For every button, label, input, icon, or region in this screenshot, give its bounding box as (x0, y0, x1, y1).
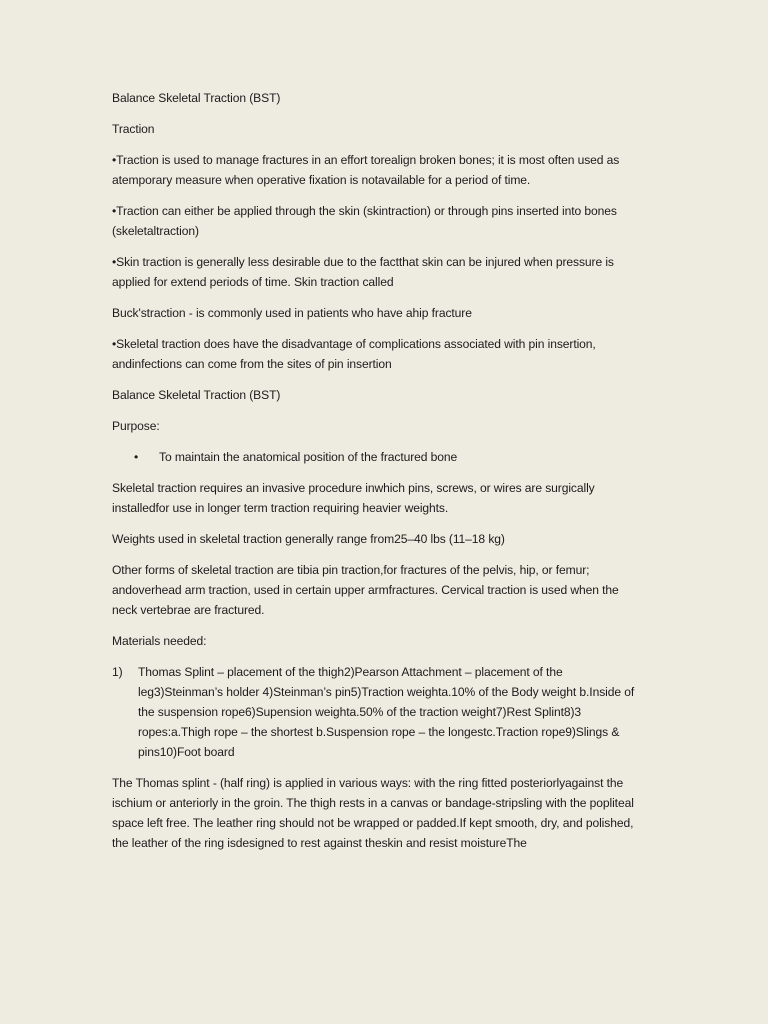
section-heading-purpose (112, 416, 672, 436)
text-line: Buck'straction - is commonly used in patients who have ahip fracture (112, 306, 472, 320)
document-page (112, 88, 672, 864)
text-line: neck vertebrae are fractured. (112, 603, 265, 617)
paragraph-skeletal-traction-disadvantage (112, 334, 672, 374)
paragraph-other-forms (112, 560, 672, 620)
text-line: andinfections can come from the sites of pin insertion (112, 357, 392, 371)
paragraph-bucks-traction (112, 303, 672, 323)
text-line: Skeletal traction requires an invasive procedure inwhich pins, screws, or wires are surgically (112, 481, 595, 495)
text-line: atemporary measure when operative fixation is notavailable for a period of time. (112, 173, 531, 187)
text-line: ischium or anteriorly in the groin. The thigh rests in a canvas or bandage-stripsling with the popliteal (112, 796, 634, 810)
text-line: •Skeletal traction does have the disadvantage of complications associated with pin insertion, (112, 337, 596, 351)
section-heading-materials (112, 631, 672, 651)
paragraph-traction-purpose (112, 150, 672, 190)
purpose-bullet-item (112, 447, 672, 467)
text-line: the suspension rope6)Supension weighta.50% of the traction weight7)Rest Splint8)3 (138, 705, 582, 719)
bullet-text: To maintain the anatomical position of the fractured bone (159, 450, 458, 464)
text-line: The Thomas splint - (half ring) is applied in various ways: with the ring fitted posteriorlyagainst the (112, 776, 624, 790)
paragraph-weights (112, 529, 672, 549)
text-line: space left free. The leather ring should not be wrapped or padded.If kept smooth, dry, and polished, (112, 816, 634, 830)
bullet-icon: • (134, 450, 139, 464)
text-line: the leather of the ring isdesigned to rest against theskin and resist moistureThe (112, 836, 527, 850)
paragraph-skin-traction (112, 252, 672, 292)
text-line: pins10)Foot board (138, 745, 235, 759)
text-line: Thomas Splint – placement of the thigh2)Pearson Attachment – placement of the (138, 665, 563, 679)
paragraph-thomas-splint (112, 773, 672, 853)
text-line: •Traction is used to manage fractures in an effort torealign broken bones; it is most often used as (112, 153, 620, 167)
text-line: Other forms of skeletal traction are tibia pin traction,for fractures of the pelvis, hip, or femur; (112, 563, 590, 577)
text-line: •Traction can either be applied through the skin (skintraction) or through pins inserted into bones (112, 204, 617, 218)
text-line: Weights used in skeletal traction generally range from25–40 lbs (11–18 kg) (112, 532, 505, 546)
list-item-text (138, 662, 672, 762)
text-line: (skeletaltraction) (112, 224, 199, 238)
heading-text: Purpose: (112, 419, 160, 433)
text-line: •Skin traction is generally less desirable due to the factthat skin can be injured when pressure is (112, 255, 614, 269)
materials-list-item (112, 662, 672, 762)
paragraph-traction-types (112, 201, 672, 241)
heading-text: Traction (112, 122, 155, 136)
text-line: ropes:a.Thigh rope – the shortest b.Suspension rope – the longestc.Traction rope9)Slings & (138, 725, 620, 739)
text-line: installedfor use in longer term traction requiring heavier weights. (112, 501, 449, 515)
title-text: Balance Skeletal Traction (BST) (112, 91, 281, 105)
heading-text: Materials needed: (112, 634, 207, 648)
paragraph-invasive-procedure (112, 478, 672, 518)
document-title (112, 88, 672, 108)
text-line: leg3)Steinman’s holder 4)Steinman’s pin5)Traction weighta.10% of the Body weight b.Inside of (138, 685, 635, 699)
list-number: 1) (112, 665, 123, 679)
section-heading-bst (112, 385, 672, 405)
text-line: applied for extend periods of time. Skin traction called (112, 275, 394, 289)
text-line: andoverhead arm traction, used in certain upper armfractures. Cervical traction is used when the (112, 583, 619, 597)
heading-text: Balance Skeletal Traction (BST) (112, 388, 281, 402)
section-heading-traction (112, 119, 672, 139)
